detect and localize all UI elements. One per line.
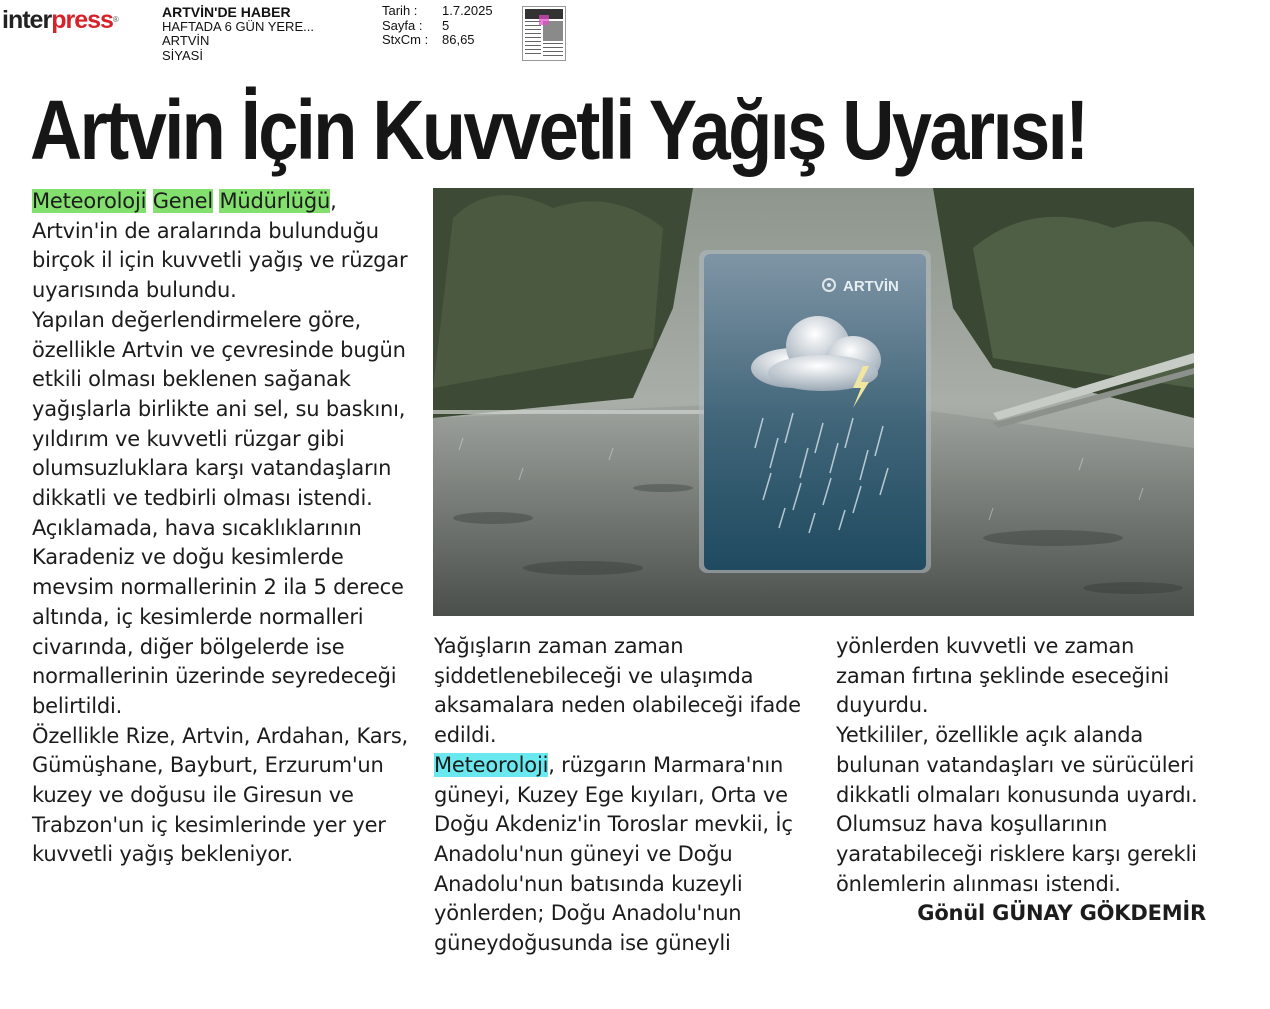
interpress-logo: interpress® — [2, 6, 118, 34]
rainy-road-photo — [433, 188, 1194, 616]
article-column-1 — [32, 187, 412, 870]
article-byline: Gönül GÜNAY GÖKDEMİR — [917, 901, 1206, 926]
body-paragraph-5: Yağışların zaman zaman şiddetlenebileceği ve ulaşımda aksamalara neden olabileceği ifade edildi. — [434, 634, 801, 748]
article-column-2 — [434, 632, 804, 959]
body-paragraph-6-continued: yönlerden kuvvetli ve zaman zaman fırtına şeklinde eseceğini duyurdu. — [836, 634, 1170, 718]
body-paragraph-6 — [434, 751, 804, 959]
image-location-badge: ARTVİN — [843, 278, 899, 295]
publication-city: ARTVİN — [162, 33, 210, 48]
clipping-source-info — [162, 5, 314, 63]
page-label: Sayfa : — [382, 17, 423, 33]
stxcm-label: StxCm : — [382, 32, 429, 47]
lead-paragraph-text: , Artvin'in de aralarında bulunduğu birçok il için kuvvetli yağış ve rüzgar uyarısında bulundu. — [32, 189, 408, 303]
body-paragraph-7: Yetkililer, özellikle açık alanda bulunan vatandaşları ve sürücüleri dikkatli olmaları konusunda uyardı. — [836, 723, 1198, 807]
body-paragraph-4: Özellikle Rize, Artvin, Ardahan, Kars, Gümüşhane, Bayburt, Erzurum'un kuzey ve doğusu ile Giresun ve Trabzon'un iç kesimlerinde yer yer kuvvetli yağış bekleniyor. — [32, 723, 409, 867]
body-paragraph-6-text: , rüzgarın Marmara'nın güneyi, Kuzey Ege kıyıları, Orta ve Doğu Akdeniz'in Toroslar mevkii, İç Anadolu'nun güneyi ve Doğu Anadolu'nun batısında kuzeyli yönlerden; Doğu Anadolu'nun güneydoğusunda ise güneyli — [434, 752, 793, 956]
stxcm-value: 86,65 — [442, 32, 475, 47]
body-paragraph-3: Açıklamada, hava sıcaklıklarının Karadeniz ve doğu kesimlerde mevsim normallerinin 2 ila 5 derece altında, iç kesimlerde normalleri civarında, diğer bölgelerde ise normallerinin üzerinde seyredeceği belirtildi. — [32, 515, 404, 718]
article-headline: Artvin İçin Kuvvetli Yağış Uyarısı! — [30, 83, 1087, 177]
lead-paragraph — [32, 187, 412, 306]
page-thumbnail[interactable] — [522, 6, 566, 61]
clipping-meta-info — [382, 4, 493, 48]
highlight-term-meteoroloji-2: Meteoroloji — [434, 752, 549, 777]
article-column-3 — [836, 632, 1206, 929]
body-paragraph-8: Olumsuz hava koşullarının yaratabileceği risklere karşı gerekli önlemlerin alınması istendi. — [836, 812, 1197, 896]
highlight-term-genel: Genel — [152, 189, 213, 213]
date-label: Tarih : — [382, 3, 418, 18]
publication-name: ARTVİN'DE HABER — [162, 4, 291, 20]
date-value: 1.7.2025 — [442, 3, 493, 18]
publication-frequency: HAFTADA 6 GÜN YERE... — [162, 18, 314, 34]
highlight-term-meteoroloji: Meteoroloji — [32, 189, 147, 213]
page-value: 5 — [442, 17, 450, 33]
body-paragraph-2: Yapılan değerlendirmelere göre, özellikle Artvin ve çevresinde bugün etkili olması beklenen sağanak yağışlarla birlikte ani sel, su baskını, yıldırım ve kuvvetli rüzgar gibi olumsuzluklara karşı vatandaşların dikkatli ve tedbirli olması istendi. — [32, 307, 406, 511]
highlight-term-mudurlugu: Müdürlüğü — [219, 189, 331, 213]
publication-section: SİYASİ — [162, 47, 203, 63]
